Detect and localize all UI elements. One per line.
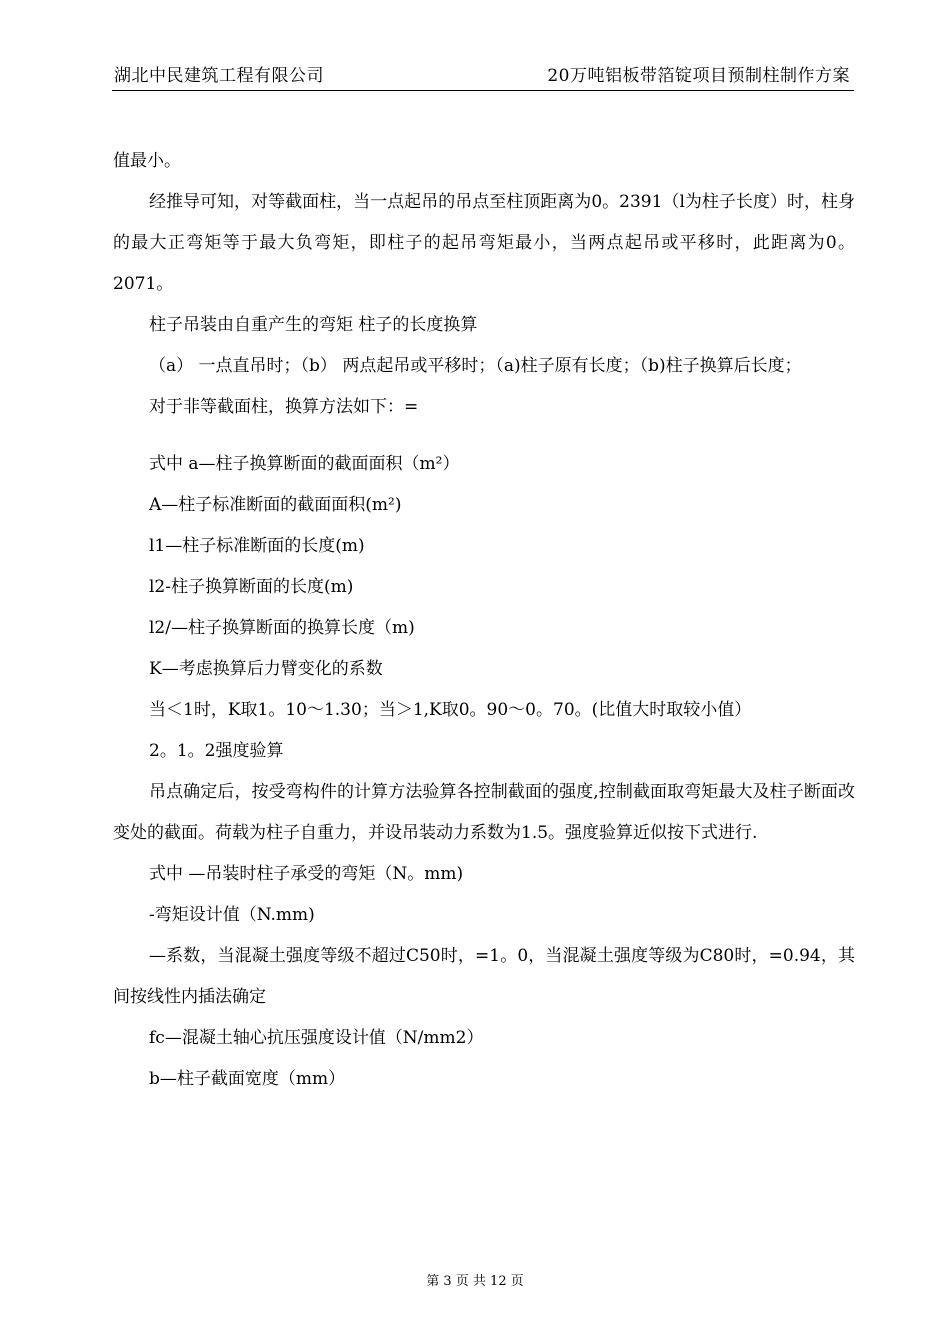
paragraph: A—柱子标准断面的截面面积(m²) [149, 495, 402, 515]
paragraph: 式中 —吊装时柱子承受的弯矩（N。mm) [149, 864, 464, 884]
paragraph: fc—混凝土轴心抗压强度设计值（N/mm2） [149, 1028, 484, 1048]
paragraph: —系数，当混凝土强度等级不超过C50时，=1。0，当混凝土强度等级为C80时，=0.94，其间按线性内插法确定 [113, 946, 855, 1007]
paragraph: 当＜1时，K取1。10～1.30；当＞1,K取0。90～0。70。(比值大时取较小值） [149, 700, 752, 720]
paragraph: （a） 一点直吊时；（b） 两点起吊或平移时；（a)柱子原有长度；（b)柱子换算后长度； [149, 356, 802, 376]
paragraph: -弯矩设计值（N.mm) [149, 905, 315, 925]
section-heading: 2。1。2强度验算 [149, 741, 284, 761]
document-body [113, 141, 855, 1100]
header-doc-title: 20万吨铝板带箔锭项目预制柱制作方案 [547, 66, 850, 86]
page-header [112, 64, 854, 91]
paragraph: 经推导可知，对等截面柱，当一点起吊的吊点至柱顶距离为0。2391（l为柱子长度）时，柱身的最大正弯矩等于最大负弯矩，即柱子的起吊弯矩最小，当两点起吊或平移时，此距离为0。2071。 [113, 192, 855, 294]
paragraph: b—柱子截面宽度（mm） [149, 1069, 346, 1089]
header-company: 湖北中民建筑工程有限公司 [114, 66, 324, 86]
paragraph: l1—柱子标准断面的长度(m) [149, 536, 365, 556]
paragraph: 值最小。 [113, 151, 181, 171]
paragraph: l2-柱子换算断面的长度(m) [149, 577, 354, 597]
paragraph: K—考虑换算后力臂变化的系数 [149, 659, 383, 679]
page-footer: 第 3 页 共 12 页 [426, 1274, 524, 1289]
paragraph: 吊点确定后，按受弯构件的计算方法验算各控制截面的强度,控制截面取弯矩最大及柱子断面改变处的截面。荷载为柱子自重力，并设吊装动力系数为1.5。强度验算近似按下式进行. [113, 782, 855, 843]
paragraph: l2/—柱子换算断面的换算长度（m) [149, 618, 415, 638]
paragraph: 式中 a—柱子换算断面的截面面积（m²） [149, 454, 460, 474]
spacer [113, 428, 855, 444]
paragraph: 对于非等截面柱，换算方法如下：= [149, 397, 419, 417]
paragraph: 柱子吊装由自重产生的弯矩 柱子的长度换算 [149, 315, 478, 335]
